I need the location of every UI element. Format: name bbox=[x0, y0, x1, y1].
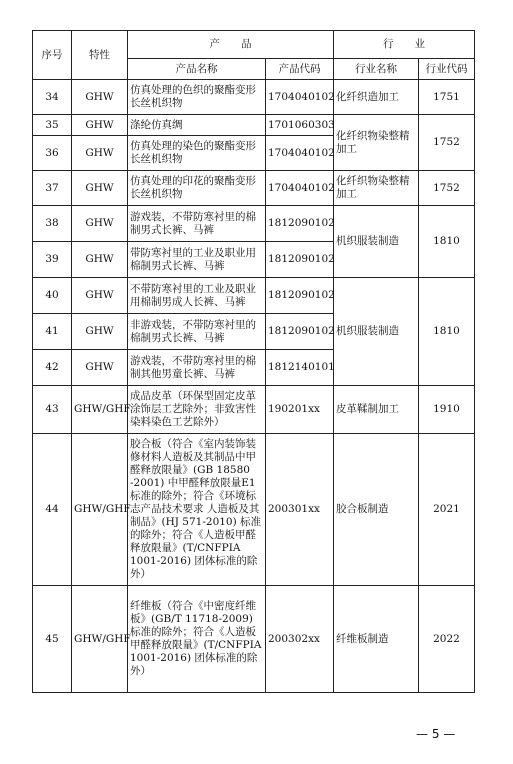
row-seq: 44 bbox=[33, 434, 72, 586]
row-seq: 37 bbox=[33, 171, 72, 206]
row-attr: GHW bbox=[72, 136, 128, 171]
row-product-name: 仿真处理的色织的聚酯变形长丝机织物 bbox=[128, 80, 266, 115]
row-industry-code: 2022 bbox=[419, 586, 475, 693]
row-attr: GHW bbox=[72, 80, 128, 115]
table-row bbox=[33, 171, 475, 206]
table-row bbox=[33, 80, 475, 115]
row-attr: GHW bbox=[72, 350, 128, 386]
row-product-name: 仿真处理的印花的聚酯变形长丝机织物 bbox=[128, 171, 266, 206]
row-attr: GHW/GHF bbox=[72, 386, 128, 434]
row-attr: GHW bbox=[72, 206, 128, 242]
header-product-name: 产品名称 bbox=[128, 59, 266, 80]
row-seq: 35 bbox=[33, 115, 72, 136]
header-product: 产 品 bbox=[128, 31, 334, 59]
row-attr: GHW bbox=[72, 242, 128, 278]
row-industry-name: 机织服装制造 bbox=[334, 206, 419, 278]
row-product-name: 非游戏装，不带防寒衬里的棉制男式长裤、马裤 bbox=[128, 314, 266, 350]
header-seq: 序号 bbox=[33, 31, 72, 80]
row-attr: GHW/GHF bbox=[72, 434, 128, 586]
table-row bbox=[33, 386, 475, 434]
row-product-code: 1812090102 bbox=[266, 242, 334, 278]
header-industry-name: 行业名称 bbox=[334, 59, 419, 80]
row-industry-name: 皮革鞣制加工 bbox=[334, 386, 419, 434]
row-seq: 41 bbox=[33, 314, 72, 350]
row-product-code: 1812140101 bbox=[266, 350, 334, 386]
header-attr: 特性 bbox=[72, 31, 128, 80]
row-product-name: 胶合板（符合《室内装饰装修材料人造板及其制品中甲醛释放限量》(GB 18580 -2001) 中甲醛释放限量E1标准的除外；符合《环境标志产品技术要求 人造板及其制品》(HJ 571-2010) 标准的除外；符合《人造板甲醛释放限量》(T/CNFPIA 1001-2016) 团体标准的除外） bbox=[128, 434, 266, 586]
row-product-name: 纤维板（符合《中密度纤维板》(GB/T 11718-2009) 标准的除外；符合《人造板甲醛释放限量》(T/CNFPIA 1001-2016) 团体标准的除外） bbox=[128, 586, 266, 693]
row-attr: GHW/GHF bbox=[72, 586, 128, 693]
row-industry-code: 1810 bbox=[419, 206, 475, 278]
table-row bbox=[33, 278, 475, 314]
row-industry-name: 化纤织物染整精加工 bbox=[334, 115, 419, 171]
header-industry-code: 行业代码 bbox=[419, 59, 475, 80]
row-industry-code: 1751 bbox=[419, 80, 475, 115]
row-seq: 34 bbox=[33, 80, 72, 115]
row-product-code: 200302xx bbox=[266, 586, 334, 693]
row-attr: GHW bbox=[72, 314, 128, 350]
row-industry-name: 化纤织物染整精加工 bbox=[334, 171, 419, 206]
row-product-name: 带防寒衬里的工业及职业用棉制男式长裤、马裤 bbox=[128, 242, 266, 278]
row-product-name: 成品皮革（环保型固定皮革涂饰层工艺除外；非致害性染料染色工艺除外） bbox=[128, 386, 266, 434]
row-attr: GHW bbox=[72, 115, 128, 136]
row-product-name: 仿真处理的染色的聚酯变形长丝机织物 bbox=[128, 136, 266, 171]
row-product-code: 200301xx bbox=[266, 434, 334, 586]
row-product-name: 不带防寒衬里的工业及职业用棉制男成人长裤、马裤 bbox=[128, 278, 266, 314]
row-seq: 39 bbox=[33, 242, 72, 278]
row-industry-code: 1752 bbox=[419, 171, 475, 206]
header-row-1 bbox=[33, 31, 475, 59]
header-product-code: 产品代码 bbox=[266, 59, 334, 80]
row-seq: 42 bbox=[33, 350, 72, 386]
row-attr: GHW bbox=[72, 171, 128, 206]
row-industry-name: 机织服装制造 bbox=[334, 278, 419, 386]
row-seq: 38 bbox=[33, 206, 72, 242]
row-industry-name: 胶合板制造 bbox=[334, 434, 419, 586]
row-seq: 43 bbox=[33, 386, 72, 434]
product-industry-table bbox=[32, 30, 475, 693]
row-product-code: 1704040102 bbox=[266, 171, 334, 206]
row-industry-code: 1910 bbox=[419, 386, 475, 434]
row-product-name: 游戏装，不带防寒衬里的棉制其他男童长裤、马裤 bbox=[128, 350, 266, 386]
table-row bbox=[33, 115, 475, 136]
row-industry-name: 化纤织造加工 bbox=[334, 80, 419, 115]
row-product-code: 1812090102 bbox=[266, 314, 334, 350]
row-seq: 36 bbox=[33, 136, 72, 171]
row-product-code: 1704040102 bbox=[266, 136, 334, 171]
row-product-name: 涤纶仿真绸 bbox=[128, 115, 266, 136]
row-product-code: 1812090102 bbox=[266, 206, 334, 242]
row-industry-code: 2021 bbox=[419, 434, 475, 586]
row-seq: 40 bbox=[33, 278, 72, 314]
header-industry: 行 业 bbox=[334, 31, 475, 59]
row-product-code: 1812090102 bbox=[266, 278, 334, 314]
table-row bbox=[33, 586, 475, 693]
row-seq: 45 bbox=[33, 586, 72, 693]
row-attr: GHW bbox=[72, 278, 128, 314]
table-row bbox=[33, 206, 475, 242]
row-product-name: 游戏装，不带防寒衬里的棉制男式长裤、马裤 bbox=[128, 206, 266, 242]
row-industry-code: 1752 bbox=[419, 115, 475, 171]
row-industry-name: 纤维板制造 bbox=[334, 586, 419, 693]
row-industry-code: 1810 bbox=[419, 278, 475, 386]
row-product-code: 190201xx bbox=[266, 386, 334, 434]
table-row bbox=[33, 434, 475, 586]
page-number: — 5 — bbox=[416, 727, 456, 741]
row-product-code: 1704040102 bbox=[266, 80, 334, 115]
row-product-code: 1701060303 bbox=[266, 115, 334, 136]
